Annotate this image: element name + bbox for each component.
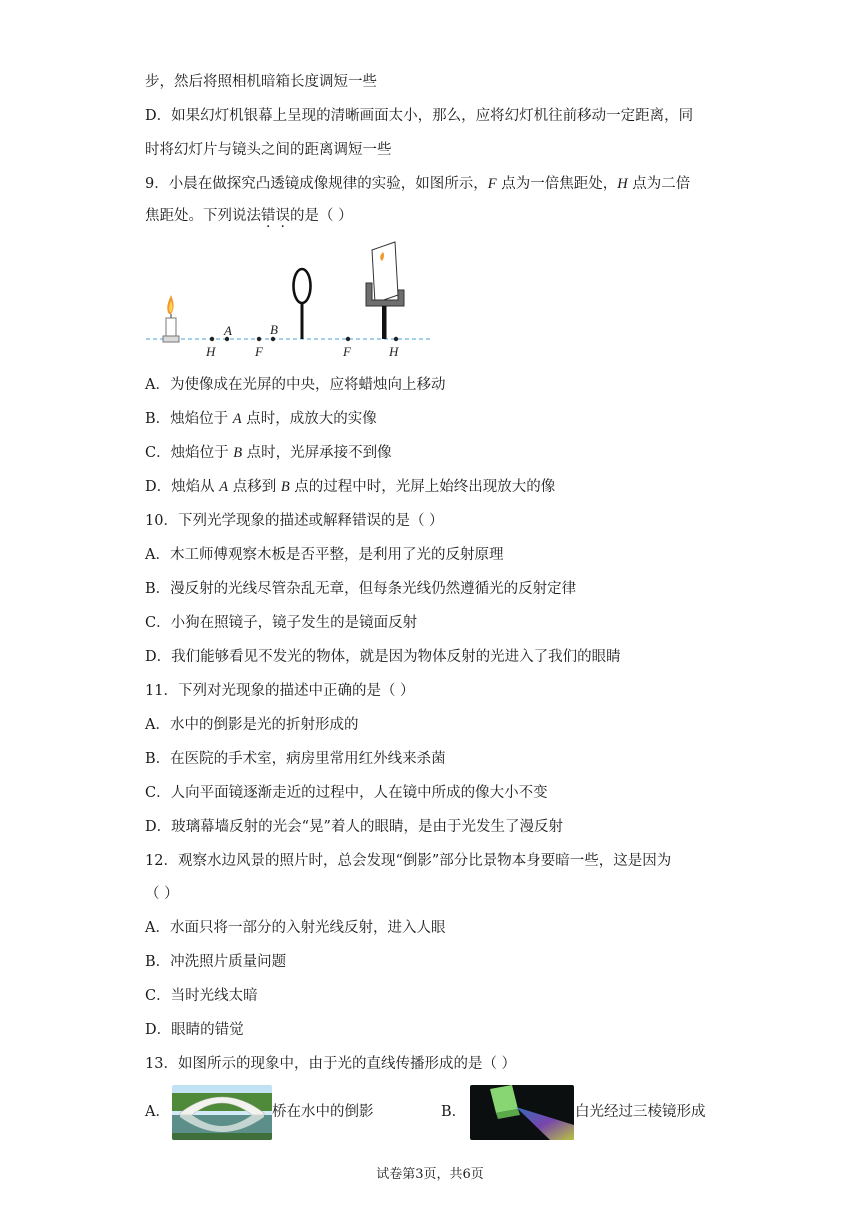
q9-option-a: A．为使像成在光屏的中央，应将蜡烛向上移动 <box>145 377 446 393</box>
point-f-right <box>346 337 350 341</box>
q8-continuation-line: 步，然后将照相机暗箱长度调短一些 <box>145 74 377 90</box>
bridge-reflection-photo <box>172 1085 272 1140</box>
label-a: A <box>224 323 232 338</box>
var-f: F <box>487 176 497 192</box>
q10-option-d: D．我们能够看见不发光的物体，就是因为物体反射的光进入了我们的眼睛 <box>145 649 621 665</box>
q9-stem-line1: 9．小晨在做探究凸透镜成像规律的实验，如图所示，F 点为一倍焦距处，H 点为二倍 <box>145 176 691 192</box>
q10-stem: 10．下列光学现象的描述或解释错误的是（ ） <box>145 513 444 529</box>
q12-option-a: A．水面只将一部分的入射光线反射，进入人眼 <box>145 920 446 936</box>
emphasis-char: 错 <box>261 208 276 224</box>
label-h-right: H <box>389 344 399 359</box>
q13-option-a-text: 桥在水中的倒影 <box>272 1104 374 1120</box>
q8-option-d: D．如果幻灯机银幕上呈现的清晰画面太小，那么，应将幻灯机往前移动一定距离，同 <box>145 108 694 124</box>
q11-stem: 11．下列对光现象的描述中正确的是（ ） <box>145 683 415 699</box>
emphasis-char: 误 <box>275 208 290 224</box>
q12-option-d: D．眼睛的错觉 <box>145 1022 244 1038</box>
q9-option-b: B．烛焰位于 A 点时，成放大的实像 <box>145 411 377 427</box>
convex-lens-icon <box>294 269 311 339</box>
q10-option-c: C．小狗在照镜子，镜子发生的是镜面反射 <box>145 615 418 631</box>
q11-option-d: D．玻璃幕墙反射的光会“晃”着人的眼睛，是由于光发生了漫反射 <box>145 819 563 835</box>
page-footer: 试卷第3页，共6页 <box>376 1167 484 1182</box>
q13-option-b-text: 白光经过三棱镜形成 <box>575 1104 706 1120</box>
q11-option-a: A．水中的倒影是光的折射形成的 <box>145 717 359 733</box>
point-h-left <box>210 337 214 341</box>
point-b <box>271 337 275 341</box>
label-h-left: H <box>206 344 216 359</box>
var-h: H <box>617 176 628 192</box>
q10-option-b: B．漫反射的光线尽管杂乱无章，但每条光线仍然遵循光的反射定律 <box>145 581 577 597</box>
point-f-left <box>257 337 261 341</box>
q12-stem: 12．观察水边风景的照片时，总会发现“倒影”部分比景物本身要暗一些，这是因为 <box>145 853 672 869</box>
q9-option-c: C．烛焰位于 B 点时，光屏承接不到像 <box>145 445 392 461</box>
q12-option-b: B．冲洗照片质量问题 <box>145 954 287 970</box>
label-b: B <box>270 322 278 337</box>
candle-icon <box>163 295 179 342</box>
q13-option-a-label: A． <box>145 1104 170 1120</box>
q11-option-c: C．人向平面镜逐渐走近的过程中，人在镜中所成的像大小不变 <box>145 785 548 801</box>
light-screen-icon <box>366 242 404 339</box>
q12-stem-continuation: （ ） <box>145 886 179 902</box>
optics-bench-figure <box>140 240 440 362</box>
q9-option-d: D．烛焰从 A 点移到 B 点的过程中时，光屏上始终出现放大的像 <box>145 479 556 495</box>
q12-option-c: C．当时光线太暗 <box>145 988 258 1004</box>
q9-stem-line2: 焦距处。下列说法错误的是（ ） <box>145 208 353 224</box>
q8-option-d-continuation: 时将幻灯片与镜头之间的距离调短一些 <box>145 142 392 158</box>
q11-option-b: B．在医院的手术室，病房里常用红外线来杀菌 <box>145 751 446 767</box>
label-f-left: F <box>255 344 263 359</box>
point-h-right <box>394 337 398 341</box>
label-f-right: F <box>343 344 351 359</box>
q13-stem: 13．如图所示的现象中，由于光的直线传播形成的是（ ） <box>145 1056 517 1072</box>
q13-option-b-label: B． <box>441 1104 467 1120</box>
q10-option-a: A．木工师傅观察木板是否平整，是利用了光的反射原理 <box>145 547 504 563</box>
prism-dispersion-photo <box>470 1085 574 1140</box>
